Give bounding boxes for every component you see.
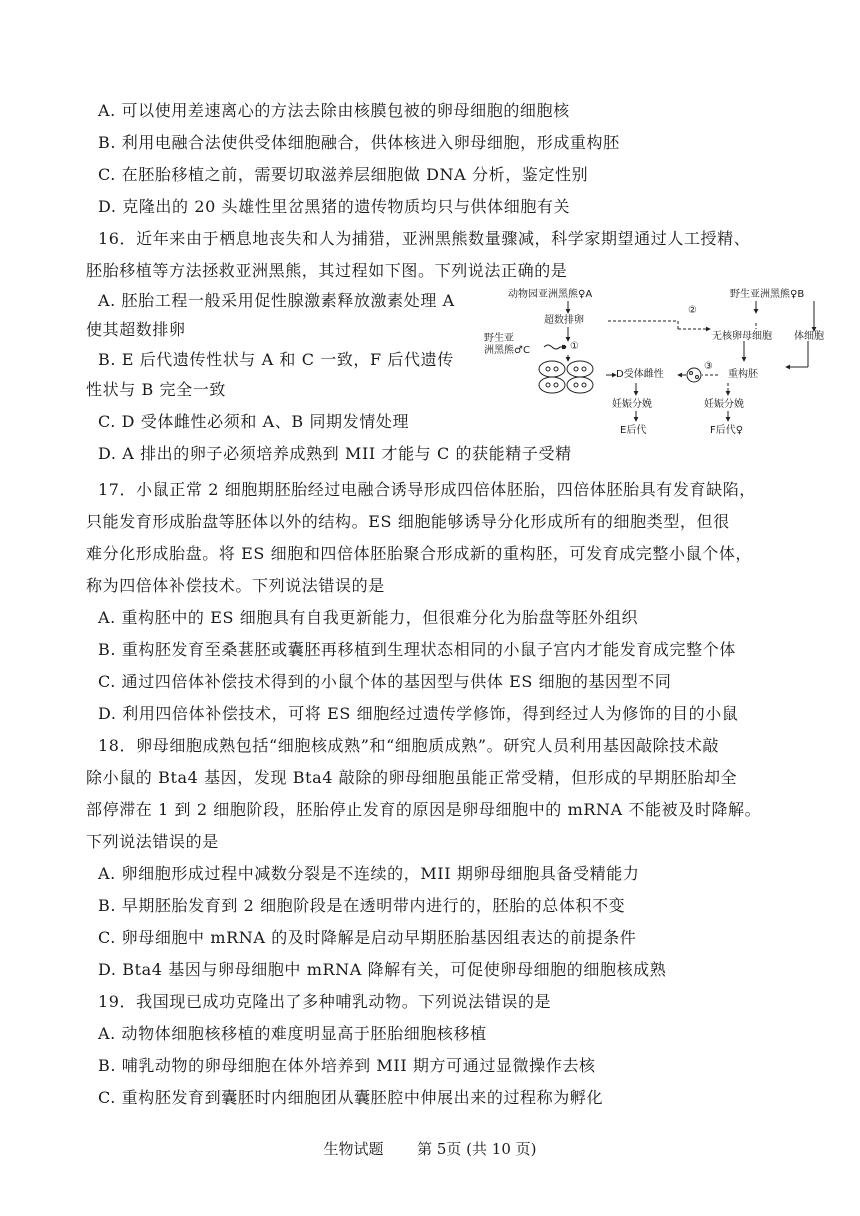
text-line: 17．小鼠正常 2 细胞期胚胎经过电融合诱导形成四倍体胚胎，四倍体胚胎具有发育缺陷， — [98, 480, 756, 499]
label-enucleated-oocyte: 无核卵母细胞 — [712, 331, 772, 342]
label-step3: ③ — [704, 361, 713, 372]
text-line: 难分化形成胎盘。将 ES 细胞和四倍体胚胎聚合形成新的重构胚，可发育成完整小鼠个体， — [86, 544, 753, 563]
text-line: 只能发育形成胎盘等胚体以外的结构。ES 细胞能够诱导分化形成所有的细胞类型，但很 — [86, 512, 730, 531]
text-line: C. D 受体雌性必须和 A、B 同期发情处理 — [98, 412, 410, 431]
text-line: D. 利用四倍体补偿技术，可将 ES 细胞经过遗传学修饰，得到经过人为修饰的目的小鼠 — [98, 704, 739, 723]
label-step2: ② — [688, 305, 697, 316]
label-pregnancy-right: 妊娠分娩 — [704, 399, 744, 410]
label-offspring-e: E后代 — [620, 425, 647, 436]
page-footer — [0, 1138, 860, 1159]
text-line: A. 胚胎工程一般采用促性腺激素释放激素处理 A — [98, 291, 455, 310]
label-wild-male-1: 野生亚 — [484, 333, 514, 344]
label-wild-female: 野生亚洲黑熊♀B — [730, 289, 805, 300]
text-line: A. 可以使用差速离心的方法去除由核膜包被的卵母细胞的细胞核 — [98, 101, 570, 120]
label-superovulation: 超数排卵 — [544, 315, 584, 326]
text-line: C. 重构胚发育到囊胚时内细胞团从囊胚腔中伸展出来的过程称为孵化 — [98, 1088, 604, 1107]
label-recipient-female: D受体雌性 — [616, 369, 664, 380]
text-line: A. 卵细胞形成过程中减数分裂是不连续的，MII 期卵母细胞具备受精能力 — [98, 864, 640, 883]
text-line: A. 重构胚中的 ES 细胞具有自我更新能力，但很难分化为胎盘等胚外组织 — [98, 608, 639, 627]
text-line: 18．卵母细胞成熟包括“细胞核成熟”和“细胞质成熟”。研究人员利用基因敲除技术敲 — [98, 736, 720, 755]
text-line: 19．我国现已成功克隆出了多种哺乳动物。下列说法错误的是 — [98, 992, 552, 1011]
text-line: C. 通过四倍体补偿技术得到的小鼠个体的基因型与供体 ES 细胞的基因型不同 — [98, 672, 672, 691]
label-offspring-f: F后代♀ — [710, 425, 744, 436]
text-line: 除小鼠的 Bta4 基因，发现 Bta4 敲除的卵母细胞虽能正常受精，但形成的早期胚胎却全 — [86, 768, 738, 787]
text-line: 称为四倍体补偿技术。下列说法错误的是 — [86, 576, 385, 595]
text-line: 部停滞在 1 到 2 细胞阶段，胚胎停止发育的原因是卵母细胞中的 mRNA 不能被及时降解。 — [86, 800, 762, 819]
text-line: A. 动物体细胞核移植的难度明显高于胚胎细胞核移植 — [98, 1024, 487, 1043]
label-wild-male-2: 洲黑熊♂C — [484, 345, 530, 356]
label-zoo-female: 动物园亚洲黑熊♀A — [508, 289, 593, 300]
text-line: B. 早期胚胎发育到 2 细胞阶段是在透明带内进行的，胚胎的总体积不变 — [98, 896, 626, 915]
text-line: B. 利用电融合法使供受体细胞融合，供体核进入卵母细胞，形成重构胚 — [98, 133, 620, 152]
label-step1: ① — [570, 341, 579, 352]
text-line: D. Bta4 基因与卵母细胞中 mRNA 降解有关，可促使卵母细胞的细胞核成熟 — [98, 960, 667, 979]
bear-cloning-diagram — [478, 285, 850, 445]
text-line: 下列说法错误的是 — [86, 832, 219, 851]
text-line: 16．近年来由于栖息地丧失和人为捕猎，亚洲黑熊数量骤减，科学家期望通过人工授精、 — [98, 229, 751, 248]
label-pregnancy-left: 妊娠分娩 — [612, 399, 652, 410]
text-line: D. A 排出的卵子必须培养成熟到 MII 才能与 C 的获能精子受精 — [98, 444, 572, 463]
text-line: C. 卵母细胞中 mRNA 的及时降解是启动早期胚胎基因组表达的前提条件 — [98, 928, 637, 947]
text-line: B. 重构胚发育至桑葚胚或囊胚再移植到生理状态相同的小鼠子宫内才能发育成完整个体 — [98, 640, 736, 659]
text-line: B. 哺乳动物的卵母细胞在体外培养到 MII 期方可通过显微操作去核 — [98, 1056, 596, 1075]
text-line: 使其超数排卵 — [86, 320, 186, 339]
label-reconstructed-embryo: 重构胚 — [728, 369, 758, 380]
text-line: D. 克隆出的 20 头雄性里岔黑猪的遗传物质均只与供体细胞有关 — [98, 197, 571, 216]
text-line: C. 在胚胎移植之前，需要切取滋养层细胞做 DNA 分析，鉴定性别 — [98, 165, 589, 184]
footer-subject: 生物试题 — [323, 1140, 384, 1158]
label-somatic-cell: 体细胞 — [794, 331, 824, 342]
text-line: 性状与 B 完全一致 — [86, 380, 226, 399]
text-line: 胚胎移植等方法拯救亚洲黑熊，其过程如下图。下列说法正确的是 — [86, 261, 568, 280]
text-line: B. E 后代遗传性状与 A 和 C 一致，F 后代遗传 — [98, 350, 454, 369]
diagram-arrows — [478, 285, 850, 445]
footer-page-number: 第 5页 (共 10 页) — [417, 1140, 537, 1158]
